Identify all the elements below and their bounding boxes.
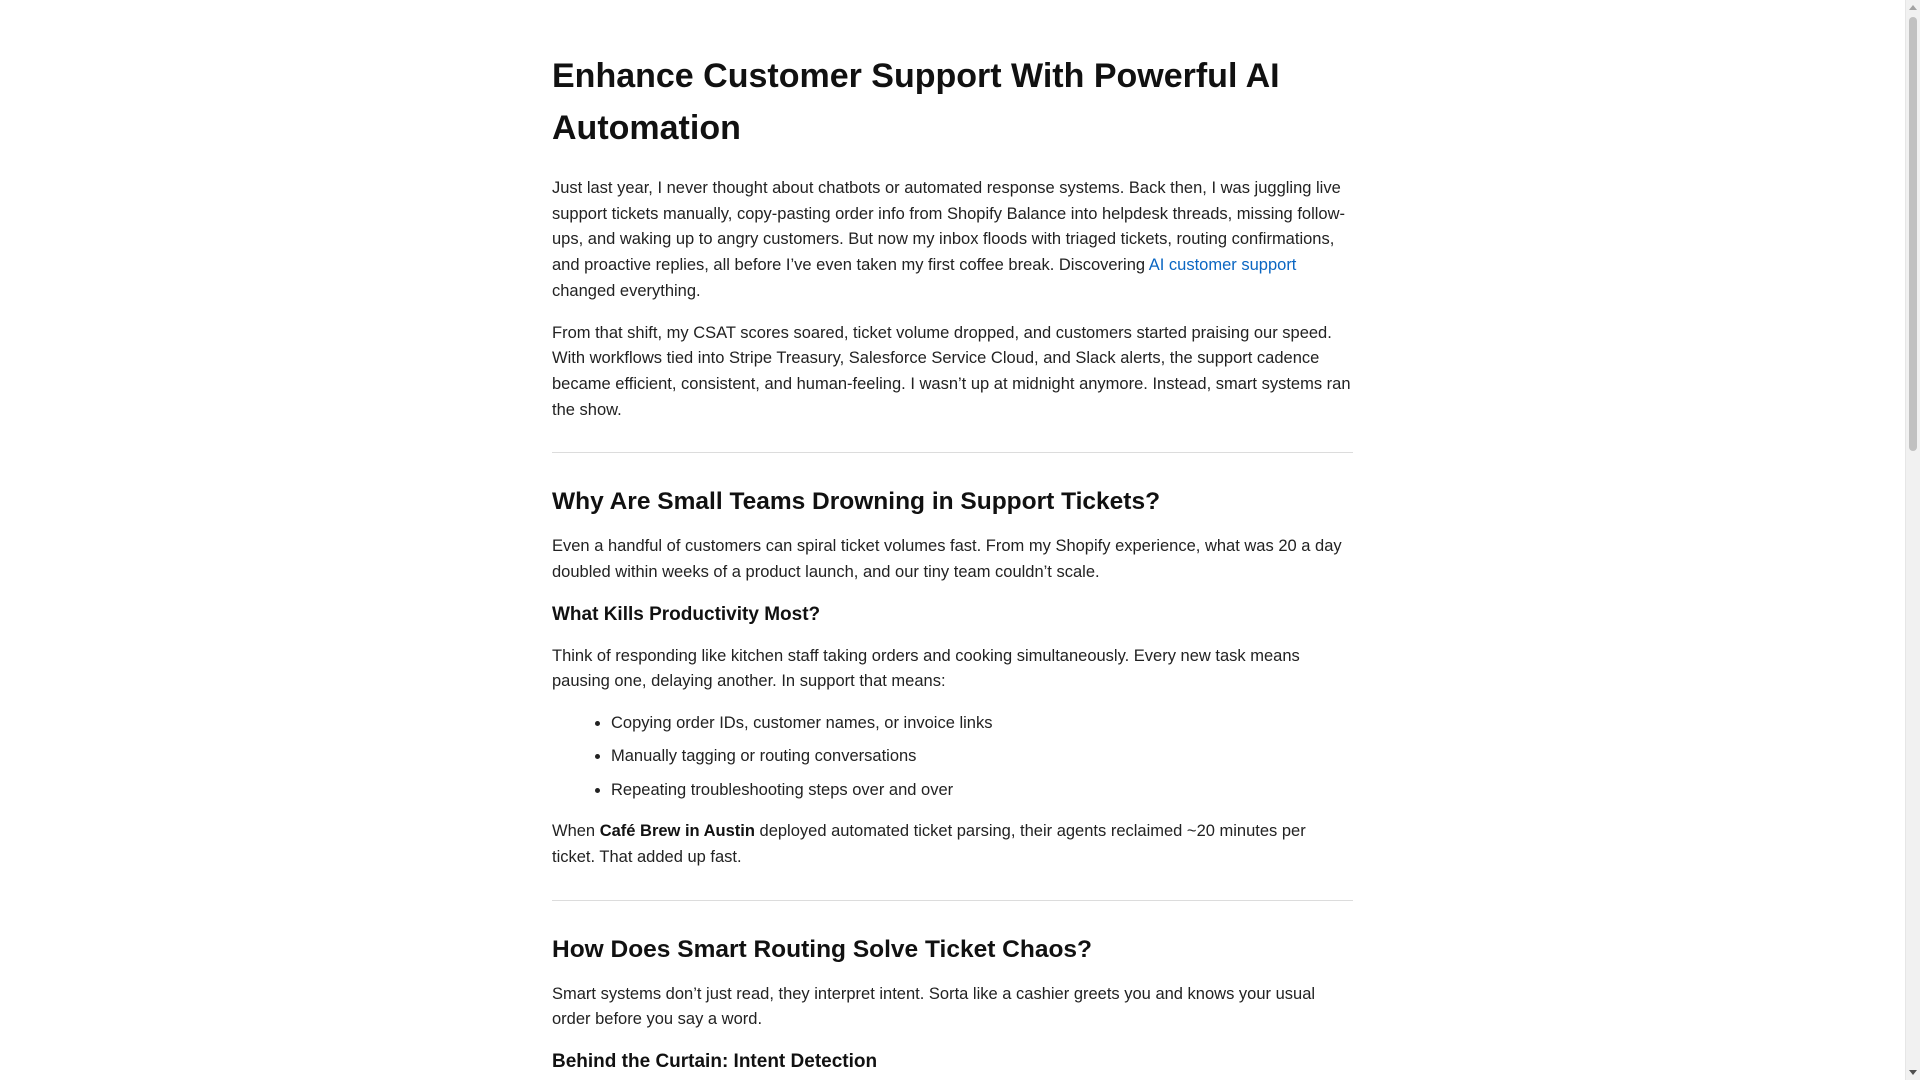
cafe-text-before: When — [552, 822, 600, 841]
subheading-intent-detection: Behind the Curtain: Intent Detection — [552, 1051, 878, 1073]
scroll-down-arrow-icon[interactable] — [1906, 1065, 1920, 1080]
article — [552, 50, 1353, 1080]
cafe-brew-name: Café Brew in Austin — [599, 822, 755, 841]
productivity-list — [552, 711, 1353, 803]
section-heading-small-teams: Why Are Small Teams Drowning in Support Tickets? — [552, 488, 1161, 516]
scrollbar-thumb[interactable] — [1909, 17, 1917, 451]
list-item: • Repeating troubleshooting steps over and over — [611, 778, 1353, 804]
section2-paragraph-1: Smart systems don’t just read, they interpret intent. Sorta like a cashier greets you and knows your usual order before you say a word. — [552, 984, 1316, 1029]
section-divider — [552, 900, 1353, 901]
section-heading-smart-routing: How Does Smart Routing Solve Ticket Chaos? — [552, 935, 1093, 963]
vertical-scrollbar[interactable] — [1905, 0, 1920, 1080]
intro-paragraph-2: From that shift, my CSAT scores soared, ticket volume dropped, and customers started praising our speed. With workflows tied into Stripe Treasury, Salesforce Service Cloud, and Slack alerts, the support cadence became efficient, consistent, and human-feeling. I wasn’t up at midnight anymore. Instead, smart systems ran the show. — [552, 323, 1351, 419]
subheading-productivity: What Kills Productivity Most? — [552, 603, 821, 625]
list-item: • Copying order IDs, customer names, or invoice links — [611, 711, 1353, 737]
cafe-text-after: deployed automated ticket parsing, their agents reclaimed ~20 minutes per ticket. That added up fast. — [552, 822, 1306, 866]
section1-paragraph-2: Think of responding like kitchen staff taking orders and cooking simultaneously. Every new task means pausing one, delaying another. In support that means: — [552, 646, 1300, 691]
ai-customer-support-link[interactable]: AI customer support — [1148, 256, 1297, 275]
page-title: Enhance Customer Support With Powerful AI Automation — [552, 57, 1280, 147]
list-item: • Manually tagging or routing conversations — [611, 744, 1353, 770]
section1-paragraph-1: Even a handful of customers can spiral ticket volumes fast. From my Shopify experience, what was 20 a day doubled within weeks of a product launch, and our tiny team couldn’t scale. — [552, 537, 1342, 582]
section-divider — [552, 452, 1353, 453]
intro-text-after-link: changed everything. — [552, 281, 701, 300]
scroll-up-arrow-icon[interactable] — [1906, 0, 1920, 15]
intro-paragraph-1 — [552, 176, 1353, 305]
section1-paragraph-3 — [552, 819, 1353, 870]
intro-text-before-link: Just last year, I never thought about chatbots or automated response systems. Back then, I was juggling live support tickets manually, copy-pasting order info from Shopify Balance into helpdesk threads, missing follow-ups, and waking up to angry customers. But now my inbox floods with triaged tickets, routing confirmations, and proactive replies, all before I’ve even taken my first coffee break. Discovering — [552, 179, 1345, 275]
